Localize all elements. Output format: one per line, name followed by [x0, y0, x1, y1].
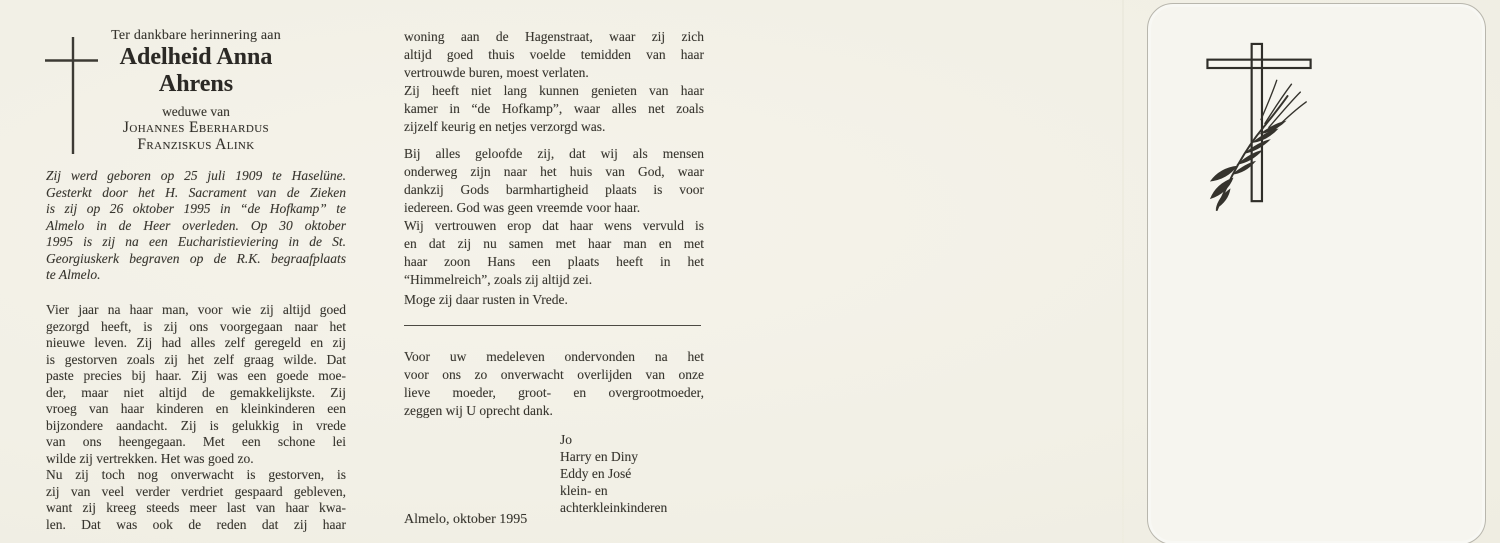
text-line: Eddy en José: [560, 466, 632, 481]
text-line: gezorgd heeft, is zij ons voorgegaan naar het: [46, 318, 346, 334]
text-line: en dat zij nu samen met haar man en met: [404, 236, 704, 251]
paragraph-hofkamp: [404, 82, 704, 136]
memorial-cross-icon: [43, 34, 103, 159]
text-line: Zij werd geboren op 25 juli 1909 te Haselüne.: [46, 168, 346, 183]
text-line: Nu zij toch nog onverwacht is gestorven, is: [46, 467, 346, 482]
text-line: Almelo in de Heer overleden. Op 30 oktober: [46, 217, 346, 233]
text-line: paste precies bij haar. Zij was een goede moe-: [46, 368, 346, 383]
text-line: wilde zij vertrekken. Het was goed zo.: [46, 450, 254, 466]
signatories-list: [560, 431, 667, 516]
text-line: Georgiuskerk begraven op de R.K. begraafplaats: [46, 250, 346, 266]
deceased-name-line1: Adelheid Anna: [119, 44, 273, 70]
text-line: achterkleinkinderen: [560, 500, 668, 515]
text-line: van ons heengegaan. Met een schone lei: [46, 434, 346, 449]
front-cover-card: [1147, 3, 1486, 543]
dateline: Almelo, oktober 1995: [404, 512, 528, 527]
text-line: is gestorven zoals zij het zelf graag wilde. Dat: [46, 351, 346, 367]
text-line: Harry en Diny: [560, 449, 638, 464]
text-line: der, maar niet altijd de gemakkelijkste. Zij: [46, 384, 346, 400]
text-line: bijzondere aandacht. Zij is gelukkig in vrede: [46, 417, 346, 433]
paragraph-thanks: [404, 348, 704, 420]
husband-name-line1: Johannes Eberhardus: [122, 119, 270, 136]
fold-crease: [1122, 0, 1124, 543]
paragraph-trust: [404, 217, 704, 289]
text-line: Gesterkt door het H. Sacrament van de Zieken: [46, 184, 346, 200]
text-line: zeggen wij U oprecht dank.: [404, 403, 553, 418]
text-line: 1995 is zij na een Eucharistieviering in de St.: [46, 234, 346, 249]
text-line: zijzelf keurig en netjes verzorgd was.: [404, 119, 606, 134]
text-line: klein- en: [560, 483, 608, 498]
text-line: Bij alles geloofde zij, dat wij als mensen: [404, 146, 704, 161]
text-line: dankzij Gods barmhartigheid plaats is voor: [404, 182, 704, 197]
text-line: onderweg zijn naar het huis van God, waar: [404, 164, 704, 179]
paragraph-faith: [404, 145, 704, 217]
text-line: “Himmelreich”, zoals zij altijd zei.: [404, 272, 593, 287]
paragraph-origin: [46, 168, 346, 284]
relation-line: weduwe van: [162, 104, 230, 119]
text-line: Jo: [560, 432, 573, 447]
text-line: vertrouwde buren, moest verlaten.: [404, 65, 589, 80]
text-line: te Almelo.: [46, 267, 101, 282]
paragraph-passing: [46, 467, 346, 533]
text-line: altijd goed thuis voelde temidden van haar: [404, 47, 704, 62]
text-line: haar zoon Hans een plaats heeft in het: [404, 254, 704, 269]
text-line: nieuwe leven. Zij had alles zelf geregeld en zij: [46, 335, 346, 350]
text-line: vroeg van haar kinderen en kleinkinderen een: [46, 401, 346, 416]
text-line: Voor uw medeleven ondervonden na het: [404, 349, 704, 364]
text-line: len. Dat was ook de reden dat zij haar: [46, 516, 346, 532]
text-line: voor ons zo onverwacht overlijden van onze: [404, 367, 704, 382]
husband-name-line2: Franziskus Alink: [137, 135, 255, 153]
text-line: woning aan de Hagenstraat, waar zij zich: [404, 29, 704, 44]
cross-and-wheat-icon: [1204, 39, 1317, 211]
paragraph-home: [404, 28, 704, 82]
rest-in-peace-line: Moge zij daar rusten in Vrede.: [404, 292, 568, 307]
deceased-name-line2: Ahrens: [158, 71, 234, 97]
divider-rule: [404, 325, 701, 326]
intro-line: Ter dankbare herinnering aan: [111, 28, 281, 43]
text-line: zij van veel verder verdriet gespaard gebleven,: [46, 483, 346, 499]
text-line: iedereen. God was geen vreemde voor haar.: [404, 200, 641, 215]
text-line: Wij vertrouwen erop dat haar wens vervuld is: [404, 218, 704, 233]
text-line: kamer in “de Hofkamp”, waar alles net zoals: [404, 101, 704, 116]
inside-right-page: [404, 28, 704, 543]
text-line: want zij kreeg steeds meer last van haar kwa-: [46, 500, 346, 515]
text-line: Zij heeft niet lang kunnen genieten van haar: [404, 83, 704, 98]
text-line: Vier jaar na haar man, voor wie zij altijd goed: [46, 302, 346, 317]
text-line: is zij op 26 oktober 1995 in “de Hofkamp” te: [46, 201, 346, 216]
text-line: lieve moeder, groot- en overgrootmoeder,: [404, 385, 704, 400]
paragraph-life: [46, 302, 346, 467]
